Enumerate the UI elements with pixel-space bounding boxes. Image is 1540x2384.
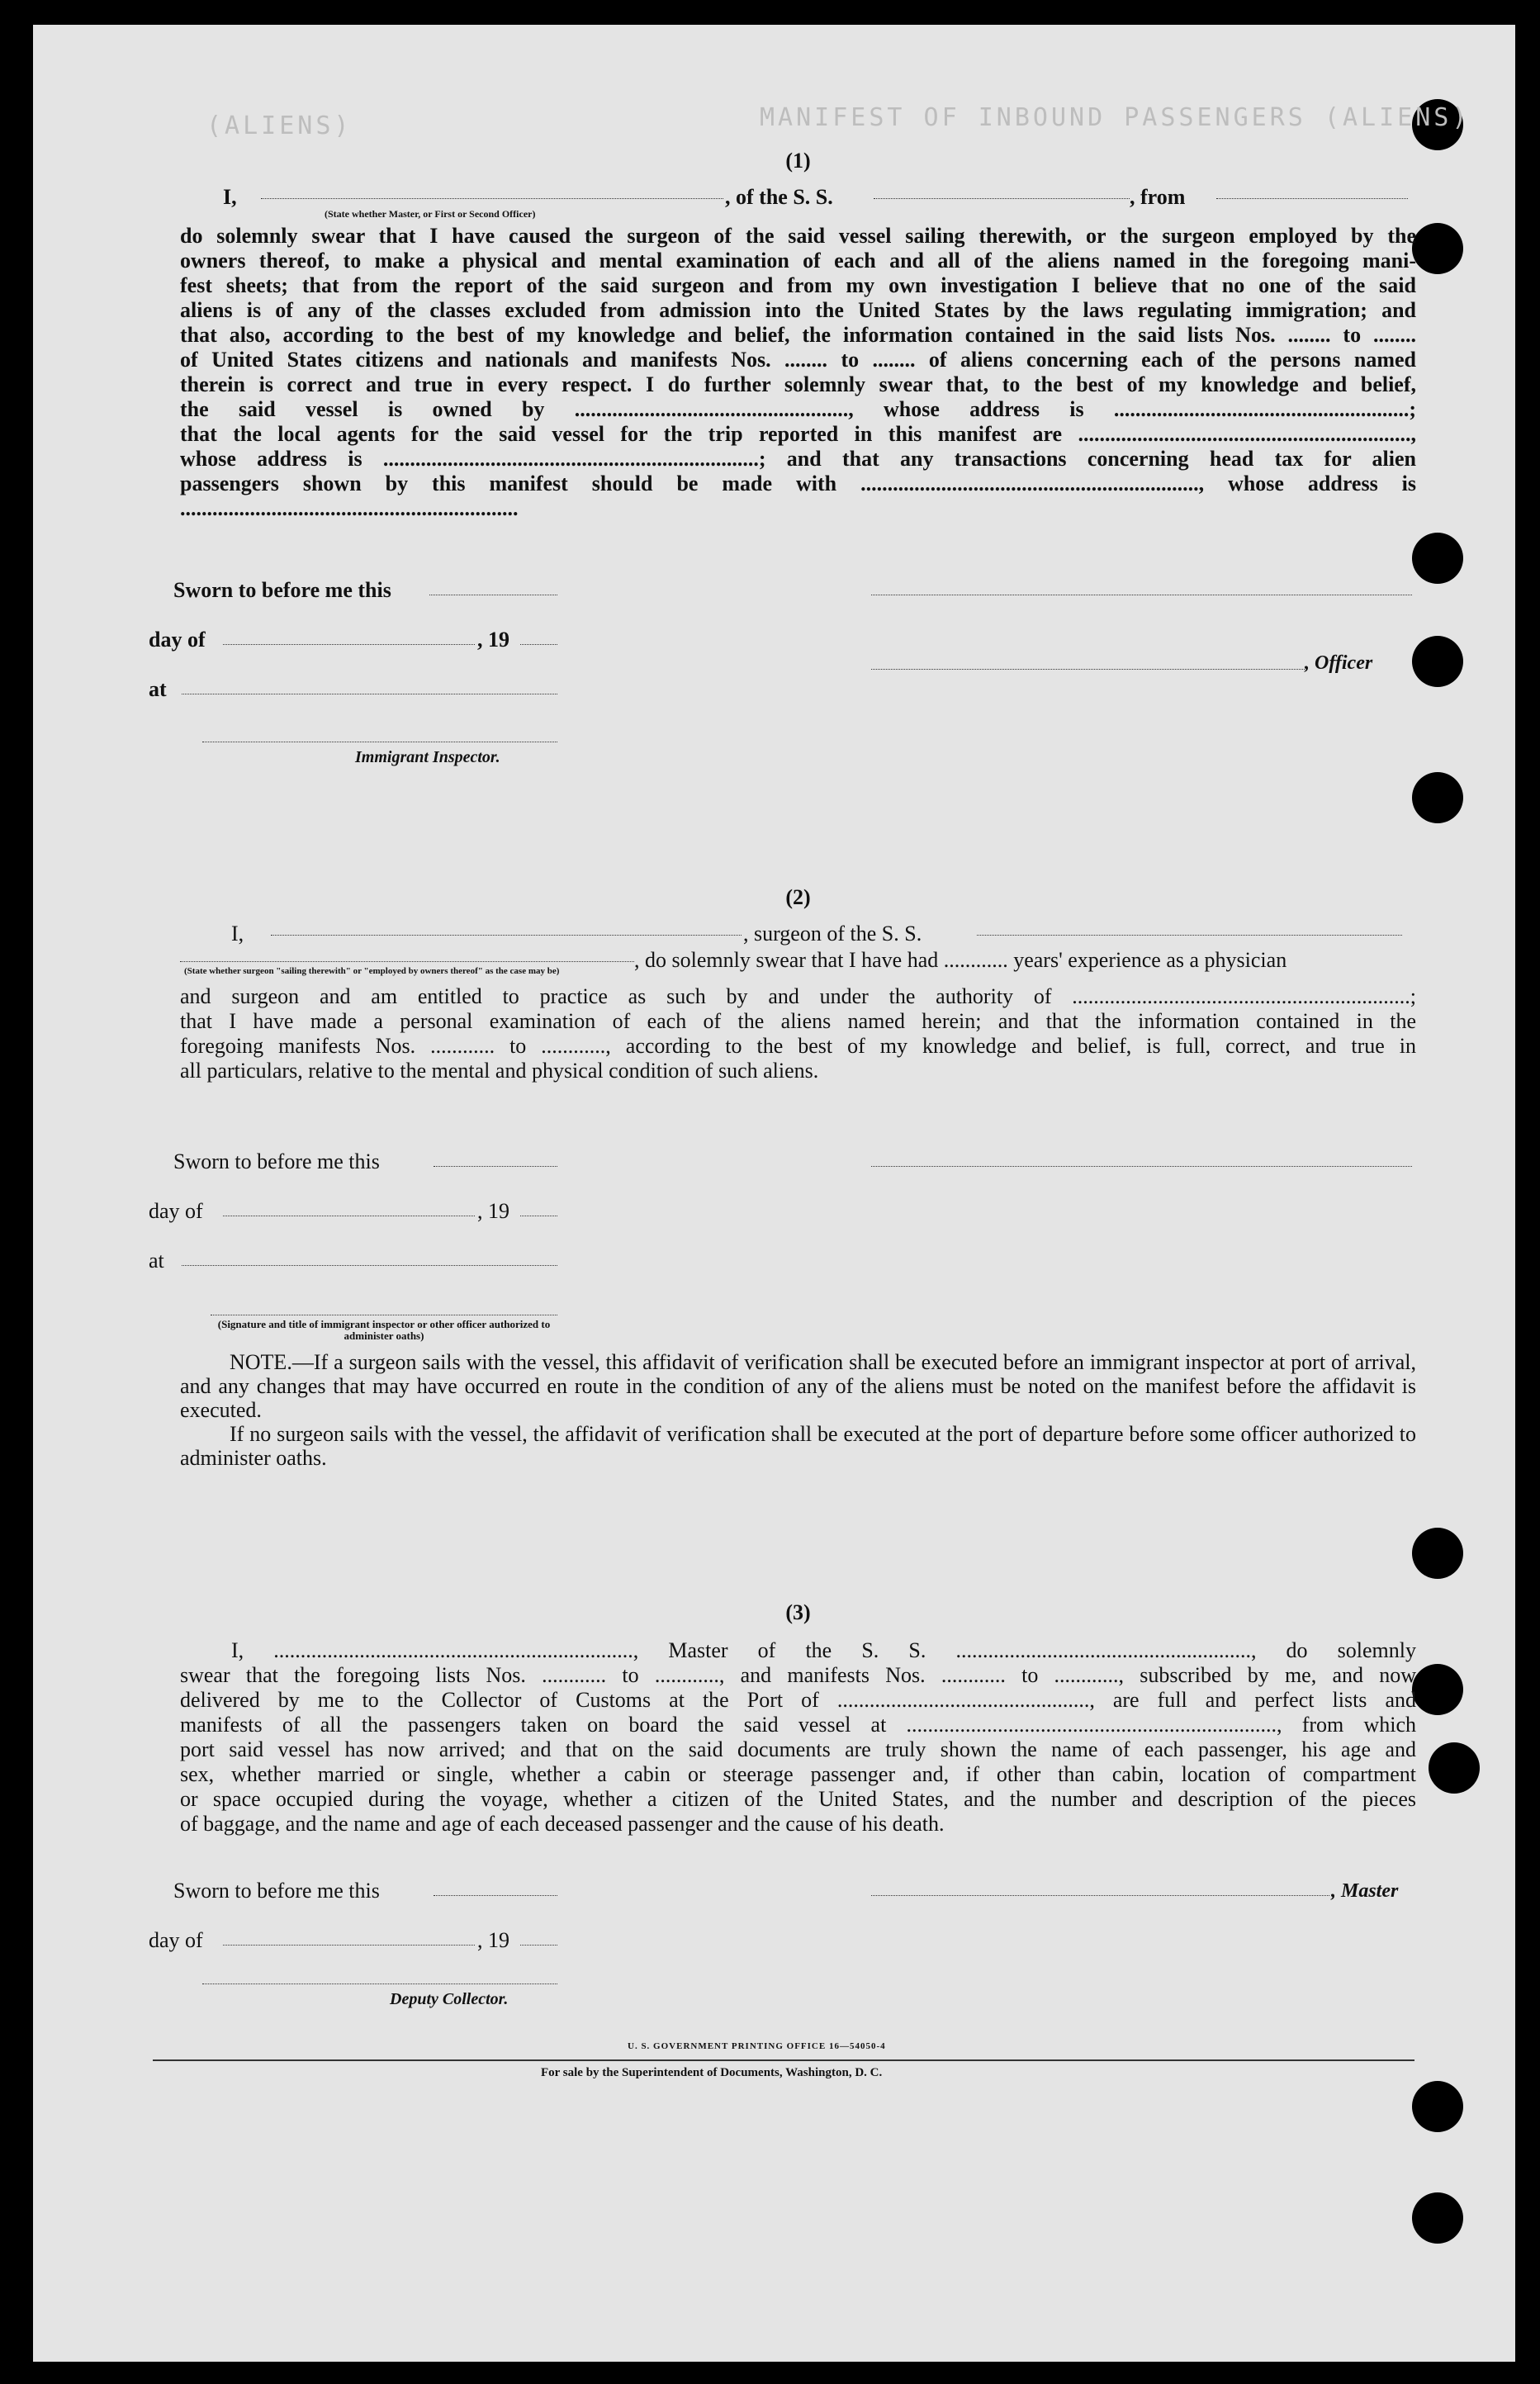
oath-line: sex, whether married or single, whether a cabin or steerage passenger and, if other than cabin, location of compartment [180,1762,1416,1786]
day-of-label: day of [149,1199,203,1223]
at-label: at [149,677,167,701]
oath-line: and surgeon and am entitled to practice as such by and under the authority of ...............................................................; [180,984,1416,1008]
officer-label: , Officer [1305,652,1373,674]
from-field[interactable] [1216,183,1408,199]
form-sheet [33,25,1515,2362]
inspector-label: Immigrant Inspector. [355,748,500,766]
year-label: , 19 [477,628,509,652]
year-field[interactable] [520,1945,557,1946]
surgeon-type-field[interactable] [180,946,634,962]
master-label: , Master [1331,1880,1399,1902]
master-signature-line[interactable] [871,1895,1329,1896]
oath-line: whose address is ......................................................................; and that any transactions concerning head tax for alien [180,447,1416,471]
section-number: (3) [785,1600,811,1624]
year-label: , 19 [477,1199,509,1223]
oath-line: foregoing manifests Nos. ............ to ............, according to the best of my knowledge and belief, is full, correct, and true in [180,1034,1416,1058]
note-paragraph: If no surgeon sails with the vessel, the affidavit of verification shall be executed at the port of departure before some officer authorized to administer oaths. [180,1422,1416,1470]
footer-rule [153,2059,1414,2061]
day-of-label: day of [149,1928,203,1952]
vessel-field[interactable] [874,183,1130,199]
oath-line: ............................................................... [180,496,519,520]
sworn-label: Sworn to before me this [173,1879,380,1903]
oath-line: swear that the foregoing lists Nos. ............ to ............, and manifests Nos. ............ to ............, subscribed by me, and now [180,1663,1416,1687]
oath-line: of baggage, and the name and age of each deceased passenger and the cause of his death. [180,1812,945,1836]
binder-hole [1412,1528,1463,1579]
month-field[interactable] [223,1945,475,1946]
binder-hole [1412,1664,1463,1715]
printing-office-mark: U. S. GOVERNMENT PRINTING OFFICE 16—54050-4 [628,2041,886,2051]
caption-surgeon: (State whether surgeon "sailing therewith" or "employed by owners thereof" as the case may be) [184,966,560,976]
label-ss: , of the S. S. [725,185,833,209]
surgeon-name-field[interactable] [271,920,742,936]
oath-line: or space occupied during the voyage, whether a citizen of the United States, and the number and description of the pieces [180,1787,1416,1811]
sworn-day-field[interactable] [434,1166,557,1167]
bleed-through-header: MANIFEST OF INBOUND PASSENGERS (ALIENS) [760,103,1471,132]
binder-hole [1429,1742,1480,1794]
binder-hole [1412,772,1463,823]
experience-text: , do solemnly swear that I have had ............ years' experience as a physician [634,948,1287,972]
label-surgeon: , surgeon of the S. S. [743,922,922,946]
month-field[interactable] [223,644,475,645]
section-3 [180,1600,1416,1837]
oath-line: owners thereof, to make a physical and mental examination of each and all of the aliens named in the foregoing mani- [180,249,1416,273]
oath-line: of United States citizens and nationals and manifests Nos. ........ to ........ of aliens concerning each of the persons named [180,348,1416,372]
oath-line: the said vessel is owned by ..................................................., whose address is .......................................................; [180,397,1416,421]
year-label: , 19 [477,1928,509,1952]
at-field[interactable] [182,1265,557,1266]
oath-line: I, ..................................................................., Master of the S. S. ......................................................., do solemnly [231,1638,1416,1662]
master-line [180,182,1416,213]
day-of-label: day of [149,628,206,652]
binder-hole [1412,2192,1463,2244]
label-i: I, [223,185,237,209]
signature-line[interactable] [871,1166,1412,1167]
section-2 [180,885,1416,1083]
officer-signature-line[interactable] [871,669,1305,670]
binder-hole [1412,223,1463,274]
oath-line: that also, according to the best of my knowledge and belief, the information contained in the said lists Nos. ........ to ........ [180,323,1416,347]
sale-notice: For sale by the Superintendent of Documents, Washington, D. C. [541,2066,883,2079]
oath-line: do solemnly swear that I have caused the surgeon of the said vessel sailing therewith, or the surgeon employed by the [180,224,1416,248]
signature-caption: (Signature and title of immigrant inspector or other officer authorized to administer oaths) [217,1318,551,1342]
note-paragraph: NOTE.—If a surgeon sails with the vessel, this affidavit of verification shall be executed before an immigrant inspector at port of arrival, and any changes that may have occurred en route in the condition of any of the aliens must be noted on the manifest before the affidavit is executed. [180,1350,1416,1422]
oath-line: passengers shown by this manifest should be made with ..............................................................., whose address is [180,472,1416,495]
experience-line [180,946,1416,971]
oath-line: all particulars, relative to the mental and physical condition of such aliens. [180,1059,819,1083]
oath-line: port said vessel has now arrived; and that on the said documents are truly shown the name of each passenger, his age and [180,1737,1416,1761]
section-1 [180,149,1416,521]
binder-hole [1412,2081,1463,2132]
section-number: (1) [785,149,811,173]
oath-line: fest sheets; that from the report of the said surgeon and from my own investigation I believe that no one of the said [180,273,1416,297]
section-number: (2) [785,885,811,909]
binder-hole [1412,636,1463,687]
label-i: I, [231,922,244,946]
caption-master: (State whether Master, or First or Second Officer) [325,208,536,220]
sworn-day-field[interactable] [434,1895,557,1896]
collector-label: Deputy Collector. [390,1990,509,2008]
binder-hole [1412,533,1463,584]
oath-line: delivered by me to the Collector of Customs at the Port of ..............................................., are full and perfect lists and [180,1688,1416,1712]
year-field[interactable] [520,644,557,645]
label-from: , from [1130,185,1186,209]
oath-line: aliens is of any of the classes excluded from admission into the United States by the laws regulating immigration; and [180,298,1416,322]
at-label: at [149,1249,164,1273]
oath-line: that the local agents for the said vessel for the trip reported in this manifest are .............................................................., [180,422,1416,446]
bleed-through-header: (ALIENS) [206,111,353,140]
surgeon-line [180,918,1416,946]
sworn-label: Sworn to before me this [173,578,391,602]
oath-line: therein is correct and true in every respect. I do further solemnly swear that, to the best of my knowledge and belief, [180,372,1416,396]
note [180,1350,1416,1470]
oath-line: that I have made a personal examination of each of the aliens named herein; and that the information contained in the [180,1009,1416,1033]
sworn-label: Sworn to before me this [173,1149,380,1173]
name-field[interactable] [261,183,723,199]
oath-line: manifests of all the passengers taken on board the said vessel at ....................................................................., from which [180,1713,1416,1737]
vessel-field[interactable] [977,920,1402,936]
